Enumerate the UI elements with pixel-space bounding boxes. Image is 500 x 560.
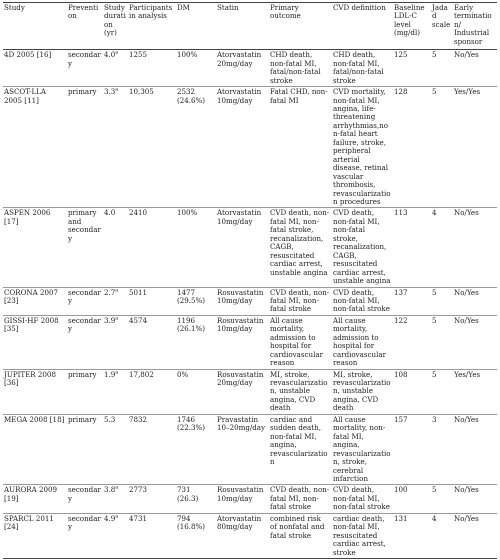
cell-study: ASPEN 2006 [17] — [3, 208, 67, 287]
col-header-duration: Study duration (yr) — [103, 3, 128, 50]
cell-statin: Pravastatin 10–20mg/day — [216, 414, 269, 485]
cell-cvd-definition: All cause mortality, admission to hospital for cardiovascular reason — [332, 315, 393, 369]
footnote-mark: a — [115, 287, 119, 294]
table-row — [3, 87, 497, 208]
cell-study: MEGA 2008 [18] — [3, 414, 67, 485]
cell-early-termination: No/Yes — [453, 414, 497, 485]
cell-jadad: 4 — [431, 513, 453, 558]
cell-duration — [103, 414, 128, 485]
cell-dm: 794 (16.8%) — [176, 513, 216, 558]
cell-duration — [103, 513, 128, 558]
footnote-mark: a — [115, 513, 119, 520]
cell-cvd-definition: cardiac death, non-fatal MI, resuscitated cardiac arrest, stroke — [332, 513, 393, 558]
cell-duration — [103, 50, 128, 87]
duration-value: 3.8 — [104, 485, 116, 495]
table-row — [3, 414, 497, 485]
cell-duration — [103, 485, 128, 513]
cell-prevention: primary — [67, 369, 103, 414]
duration-value: 1.9 — [104, 369, 116, 379]
col-header-statin: Statin — [216, 3, 269, 50]
cell-statin: Atorvastatin 10mg/day — [216, 87, 269, 208]
cell-study: SPARCL 2011 [24] — [3, 513, 67, 558]
cell-study: GISSI-HF 2008 [35] — [3, 315, 67, 369]
cell-duration — [103, 315, 128, 369]
footnote-mark: a — [115, 49, 119, 56]
table-row — [3, 287, 497, 315]
cell-study: CORONA 2007 [23] — [3, 287, 67, 315]
duration-value: 4.0 — [104, 50, 116, 60]
table-row — [3, 208, 497, 287]
cell-early-termination: No/Yes — [453, 287, 497, 315]
cell-jadad: 4 — [431, 208, 453, 287]
cell-study: ASCOT-LLA 2005 [11] — [3, 87, 67, 208]
cell-participants: 2410 — [128, 208, 176, 287]
cell-baseline-ldl: 128 — [393, 87, 431, 208]
cell-prevention: primary and secondary — [67, 208, 103, 287]
cell-duration — [103, 287, 128, 315]
cell-jadad: 5 — [431, 369, 453, 414]
cell-dm: 1477 (29.5%) — [176, 287, 216, 315]
cell-cvd-definition: CVD mortality, non-fatal MI, angina, life-threatening arrhythmias,non-fatal heart failure, stroke, peripheral arterial disease, retinal vascular thrombosis, revascularization procedures — [332, 87, 393, 208]
footnote-mark: a — [115, 315, 119, 322]
cell-cvd-definition: CVD death, non-fatal MI, non-fatal stroke, recanalization, CAGB, resuscitated cardiac arrest, unstable angina — [332, 208, 393, 287]
cell-jadad: 5 — [431, 485, 453, 513]
table-row — [3, 369, 497, 414]
cell-prevention: secondary — [67, 315, 103, 369]
cell-participants: 4574 — [128, 315, 176, 369]
cell-primary-outcome: Fatal CHD, non-fatal MI — [269, 87, 332, 208]
cell-cvd-definition: All cause mortality, non-fatal MI, angina, revascularization, stroke, cerebral infarction — [332, 414, 393, 485]
cell-primary-outcome: CVD death, non-fatal MI, non-fatal stroke, recanalization, CAGB, resuscitated cardiac arrest, unstable angina — [269, 208, 332, 287]
cell-early-termination: Yes/Yes — [453, 87, 497, 208]
col-header-baseline-ldl: Baseline LDL-C level (mg/dl) — [393, 3, 431, 50]
cell-primary-outcome: cardiac and sudden death, non-fatal MI, angina, revascularization — [269, 414, 332, 485]
cell-dm: 731 (26.3) — [176, 485, 216, 513]
cell-baseline-ldl: 137 — [393, 287, 431, 315]
cell-baseline-ldl: 113 — [393, 208, 431, 287]
studies-table — [3, 2, 497, 559]
cell-baseline-ldl: 131 — [393, 513, 431, 558]
cell-study: 4D 2005 [16] — [3, 50, 67, 87]
cell-early-termination: No/Yes — [453, 513, 497, 558]
cell-participants: 4731 — [128, 513, 176, 558]
cell-early-termination: No/Yes — [453, 208, 497, 287]
cell-duration — [103, 87, 128, 208]
cell-prevention: secondary — [67, 485, 103, 513]
cell-early-termination: No/Yes — [453, 485, 497, 513]
cell-study: AURORA 2009 [19] — [3, 485, 67, 513]
cell-primary-outcome: All cause mortality, admission to hospital for cardiovascular reason — [269, 315, 332, 369]
footnote-mark: a — [115, 86, 119, 93]
duration-value: 4.0 — [104, 208, 116, 218]
col-header-jadad: Jadad scale — [431, 3, 453, 50]
cell-dm: 0% — [176, 369, 216, 414]
cell-primary-outcome: CVD death, non-fatal MI, non-fatal stroke — [269, 287, 332, 315]
cell-baseline-ldl: 100 — [393, 485, 431, 513]
duration-value: 3.9 — [104, 315, 116, 325]
cell-statin: Rosuvastatin 10mg/day — [216, 315, 269, 369]
cell-statin: Atorvastatin 80mg/day — [216, 513, 269, 558]
cell-prevention: secondary — [67, 287, 103, 315]
cell-cvd-definition: CVD death, non-fatal MI, non-fatal stroke — [332, 485, 393, 513]
cell-cvd-definition: MI, stroke, revascularization, unstable angina, CVD death — [332, 369, 393, 414]
cell-participants: 17,802 — [128, 369, 176, 414]
table-row — [3, 513, 497, 558]
cell-prevention: primary — [67, 414, 103, 485]
col-header-participants: Participants in analysis — [128, 3, 176, 50]
cell-statin: Atorvastatin 10mg/day — [216, 208, 269, 287]
cell-study: JUPITER 2008 [36] — [3, 369, 67, 414]
col-header-prevention: Prevention — [67, 3, 103, 50]
table-row — [3, 485, 497, 513]
cell-statin: Atorvastatin 20mg/day — [216, 50, 269, 87]
cell-baseline-ldl: 122 — [393, 315, 431, 369]
cell-prevention: secondary — [67, 50, 103, 87]
cell-primary-outcome: CVD death, non-fatal MI, non-fatal stroke — [269, 485, 332, 513]
cell-cvd-definition: CVD death, non-fatal MI, non-fatal stroke — [332, 287, 393, 315]
cell-jadad: 3 — [431, 414, 453, 485]
cell-jadad: 5 — [431, 315, 453, 369]
footnote-mark: a — [115, 485, 119, 492]
table-row — [3, 315, 497, 369]
cell-participants: 2773 — [128, 485, 176, 513]
header-row — [3, 3, 497, 50]
col-header-study: Study — [3, 3, 67, 50]
cell-dm: 1746 (22.3%) — [176, 414, 216, 485]
cell-statin: Rosuvastatin 10mg/day — [216, 485, 269, 513]
cell-duration — [103, 208, 128, 287]
col-header-cvd-definition: CVD definition — [332, 3, 393, 50]
cell-participants: 5011 — [128, 287, 176, 315]
cell-primary-outcome: CHD death, non-fatal MI, fatal/non-fatal stroke — [269, 50, 332, 87]
cell-primary-outcome: combined risk of nonfatal and fatal stroke — [269, 513, 332, 558]
cell-jadad: 5 — [431, 87, 453, 208]
col-header-dm: DM — [176, 3, 216, 50]
cell-cvd-definition: CHD death, non-fatal MI, fatal/non-fatal stroke — [332, 50, 393, 87]
cell-early-termination: No/Yes — [453, 315, 497, 369]
cell-early-termination: No/Yes — [453, 50, 497, 87]
cell-baseline-ldl: 108 — [393, 369, 431, 414]
cell-statin: Rosuvastatin 20mg/day — [216, 369, 269, 414]
cell-participants: 1255 — [128, 50, 176, 87]
duration-value: 5.3 — [104, 414, 116, 424]
col-header-primary-outcome: Primary outcome — [269, 3, 332, 50]
cell-jadad: 5 — [431, 50, 453, 87]
cell-baseline-ldl: 157 — [393, 414, 431, 485]
cell-participants: 10,305 — [128, 87, 176, 208]
cell-dm: 100% — [176, 208, 216, 287]
duration-value: 2.7 — [104, 287, 116, 297]
cell-early-termination: Yes/Yes — [453, 369, 497, 414]
duration-value: 4.9 — [104, 513, 116, 523]
table-row — [3, 50, 497, 87]
cell-primary-outcome: MI, stroke, revascularization, unstable angina, CVD death — [269, 369, 332, 414]
duration-value: 3.3 — [104, 87, 116, 97]
cell-prevention: secondary — [67, 513, 103, 558]
cell-participants: 7832 — [128, 414, 176, 485]
footnote-mark: a — [115, 369, 119, 376]
cell-statin: Rosuvastatin 10mg/day — [216, 287, 269, 315]
table-body — [3, 50, 497, 559]
cell-jadad: 5 — [431, 287, 453, 315]
cell-prevention: primary — [67, 87, 103, 208]
cell-dm: 2532 (24.6%) — [176, 87, 216, 208]
cell-baseline-ldl: 125 — [393, 50, 431, 87]
cell-dm: 100% — [176, 50, 216, 87]
cell-duration — [103, 369, 128, 414]
col-header-early-termination: Early termination/ Industrial sponsor — [453, 3, 497, 50]
cell-dm: 1196 (26.1%) — [176, 315, 216, 369]
